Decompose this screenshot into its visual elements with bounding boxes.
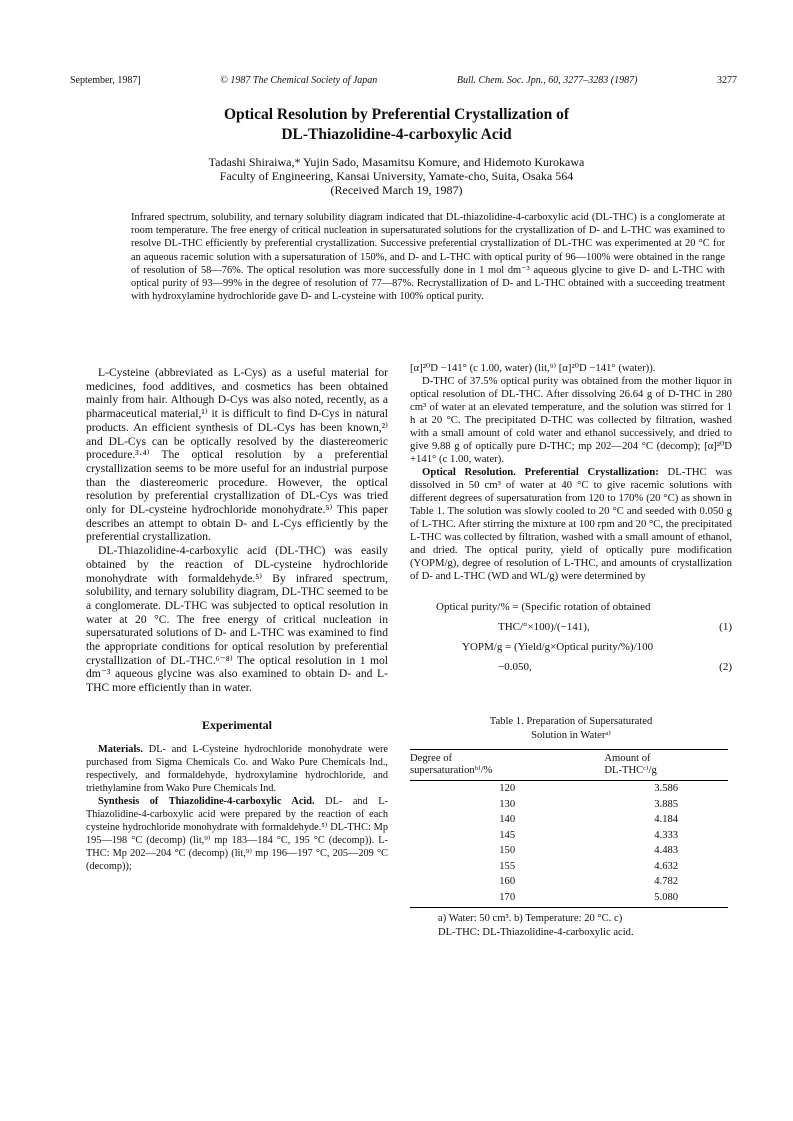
- amount-cell: 4.782: [654, 876, 679, 887]
- supersaturation-cell: 130: [499, 798, 516, 810]
- table-caption: [410, 715, 732, 743]
- table-row: [410, 828, 728, 844]
- title-line-2: DL-Thiazolidine-4-carboxylic Acid: [281, 126, 512, 143]
- table-row: [410, 874, 728, 890]
- table-caption-line-2: Solution in Waterᵃ⁾: [531, 730, 611, 741]
- table-row: [410, 812, 728, 828]
- table-row: [410, 797, 728, 813]
- table-body: [410, 781, 728, 908]
- synthesis-heading: Synthesis of Thiazolidine-4-carboxylic Acid.: [98, 795, 315, 807]
- equation-2-line-2: [410, 657, 732, 677]
- equation-2-text: −0.050,: [498, 661, 532, 673]
- header-copyright: © 1987 The Chemical Society of Japan: [220, 75, 378, 86]
- author-block: [0, 155, 793, 197]
- optical-resolution-heading: Optical Resolution. Preferential Crystallization:: [422, 466, 659, 478]
- table-row: [410, 890, 728, 908]
- table-header-row: [410, 750, 728, 781]
- amount-cell: 3.885: [654, 798, 679, 810]
- equations: [410, 597, 732, 677]
- materials-heading: Materials.: [98, 743, 143, 755]
- amount-cell: 4.483: [654, 845, 679, 856]
- paper-title: [0, 105, 793, 145]
- supersaturation-cell: 170: [410, 890, 604, 908]
- column-header-amount: Amount of DL-THCᶜ⁾/g: [604, 750, 728, 781]
- amount-cell: 4.632: [654, 860, 679, 872]
- received-date: (Received March 19, 1987): [330, 183, 463, 197]
- intro-paragraph-2: DL-Thiazolidine-4-carboxylic acid (DL-THC) was easily obtained by the reaction of DL-cysteine hydrochloride monohydrate with formaldehyde.⁵⁾ By infrared spectrum, solubility, and ternary solubility diagram, DL-THC seemed to be a conglomerate. DL-THC was subjected to optical resolution in water at 20 °C. The free energy of critical nucleation in supersaturated solutions of D- and L-THC was examined to find the appropriate conditions for optical resolution by preferential crystallization of DL-THC.⁶⁻⁸⁾ The optical resolution in 1 mol dm⁻³ aqueous glycine was also examined to obtain D- and L-THC more efficiently than in water.: [86, 544, 388, 695]
- synthesis-paragraph: [86, 795, 388, 873]
- supersaturation-cell: 160: [499, 876, 516, 887]
- rotation-continuation: [α]²⁰D −141° (c 1.00, water) (lit,⁹⁾ [α]²⁰D −141° (water)).: [410, 362, 656, 374]
- amount-cell: 3.586: [654, 783, 679, 794]
- synthesis-text: DL- and L-Thiazolidine-4-carboxylic acid were prepared by the reaction of each cysteine hydrochloride monohydrate with formaldehyde.⁵⁾ DL-THC: Mp 195—198 °C (decomp) (lit,⁹⁾ mp 183—184 °C, 195 °C (decomp)). L-THC: Mp 202—204 °C (decomp) (lit,⁹⁾ mp 196—197 °C, 205—209 °C (decomp));: [86, 795, 389, 872]
- table-row: [410, 781, 728, 797]
- column-header-supersaturation: Degree of supersaturationᵇ⁾/%: [410, 750, 604, 781]
- section-heading-experimental: Experimental: [202, 717, 272, 732]
- amount-cell: 5.080: [604, 890, 728, 908]
- amount-cell: 4.333: [654, 829, 679, 841]
- title-line-1: Optical Resolution by Preferential Crystallization of: [223, 106, 570, 123]
- table-caption-line-1: Table 1. Preparation of Supersaturated: [489, 716, 653, 727]
- optical-resolution-paragraph: [410, 466, 732, 583]
- equation-2-number: (2): [719, 661, 732, 673]
- table-footnote-2: DL-THC: DL-Thiazolidine-4-carboxylic acid.: [438, 927, 634, 938]
- equation-1-number: (1): [719, 621, 732, 633]
- supersaturation-table: [410, 749, 728, 908]
- supersaturation-cell: 120: [499, 783, 516, 794]
- affiliation: Faculty of Engineering, Kansai University, Yamate-cho, Suita, Osaka 564: [219, 169, 574, 183]
- supersaturation-cell: 145: [499, 829, 516, 841]
- d-thc-paragraph: D-THC of 37.5% optical purity was obtained from the mother liquor in optical resolution of DL-THC. After dissolving 26.64 g of D-THC in 280 cm³ of water at an elevated temperature, and the solution was stirred for 1 h at 20 °C. The precipitated D-THC was collected by filtration, washed with a small amount of cold water and ethanol successively, and dried to give 9.88 g of optically pure D-THC; mp 202—204 °C (decomp); [α]²⁰D +141° (c 1.00, water).: [410, 375, 732, 465]
- materials-paragraph: [86, 743, 388, 795]
- supersaturation-cell: 140: [499, 814, 516, 825]
- optical-resolution-text: DL-THC was dissolved in 50 cm³ of water at 40 °C to give racemic solutions with different degrees of supersaturation from 120 to 170% (20 °C) as shown in Table 1. The solution was slowly cooled to 20 °C and seeded with 0.050 g of L-THC. After stirring the mixture at 100 rpm and 20 °C, the precipitated L-THC was collected by filtration, washed with a small amount of ethanol, and dried. The optical purity, yield of optically pure modification (YOPM/g), degree of resolution of L-THC, and amounts of crystallization of D- and L-THC (WD and WL/g) were determined by: [410, 466, 733, 582]
- table-row: [410, 843, 728, 859]
- left-column: [86, 366, 388, 873]
- equation-2-line-1: YOPM/g = (Yield/g×Optical purity/%)/100: [462, 641, 654, 653]
- table-footnote-1: a) Water: 50 cm³. b) Temperature: 20 °C. c): [438, 913, 623, 924]
- abstract: Infrared spectrum, solubility, and ternary solubility diagram indicated that DL-thiazolidine-4-carboxylic acid (DL-THC) is a conglomerate at room temperature. The free energy of critical nucleation in supersaturated solutions for the crystallization of D- and L-THC was examined to resolve DL-THC efficiently by preferential crystallization. Successive preferential crystallization of DL-THC was experimented at 20 °C for an aqueous racemic solution with a supersaturation of 150%, and D- and L-THC with optical purity of 96—100% were obtained in the range of resolution of 58—76%. The optical resolution was more successfully done in 1 mol dm⁻³ aqueous glycine to give D- and L-THC with optical purity of 93—99% in the degree of resolution of 77—87%. Recrystallization of D- and L-THC obtained with a succeeding treatment with hydroxylamine hydrochloride gave D- and L-cysteine with 100% optical purity.: [131, 212, 725, 303]
- table-row: [410, 859, 728, 875]
- amount-cell: 4.184: [654, 814, 679, 825]
- equation-1-text: THC/°×100)/(−141),: [498, 621, 590, 633]
- right-column: [410, 362, 732, 940]
- supersaturation-cell: 155: [499, 860, 516, 872]
- materials-text: DL- and L-Cysteine hydrochloride monohydrate were purchased from Sigma Chemicals Co. and Wako Pure Chemicals Ind., respectively, and formaldehyde, hydroxylamine hydrochloride, and triethylamine from Wako Pure Chemicals Ind.: [86, 743, 388, 794]
- table-footnotes: [410, 912, 732, 940]
- equation-1-line-1: Optical purity/% = (Specific rotation of obtained: [436, 601, 651, 613]
- intro-paragraph-1: L-Cysteine (abbreviated as L-Cys) as a useful material for medicines, food additives, and cosmetics has been obtained mainly from hair. Although D-Cys was also noted, recently, as a pharmaceutical material,¹⁾ it is difficult to find D-Cys in natural products. An efficient synthesis of DL-Cys has been known,²⁾ and DL-Cys can be optically resolved by the diastereomeric procedure.³·⁴⁾ The optical resolution by a preferential crystallization seems to be more useful for an industrial purpose than the diastereomeric procedure. However, the optical resolution by preferential crystallization of DL-Cys was tried only for DL-cysteine hydrochloride monohydrate.⁵⁾ This paper describes an attempt to obtain D- and L-Cys efficiently by the preferential crystallization.: [86, 366, 388, 544]
- supersaturation-cell: 150: [499, 845, 516, 856]
- equation-1-line-2: [410, 617, 732, 637]
- header-citation: Bull. Chem. Soc. Jpn., 60, 3277–3283 (1987): [456, 75, 638, 86]
- header-date: September, 1987]: [70, 75, 141, 86]
- header-page-number: 3277: [717, 75, 737, 86]
- running-header: [70, 75, 737, 86]
- authors: Tadashi Shiraiwa,* Yujin Sado, Masamitsu Komure, and Hidemoto Kurokawa: [208, 155, 585, 169]
